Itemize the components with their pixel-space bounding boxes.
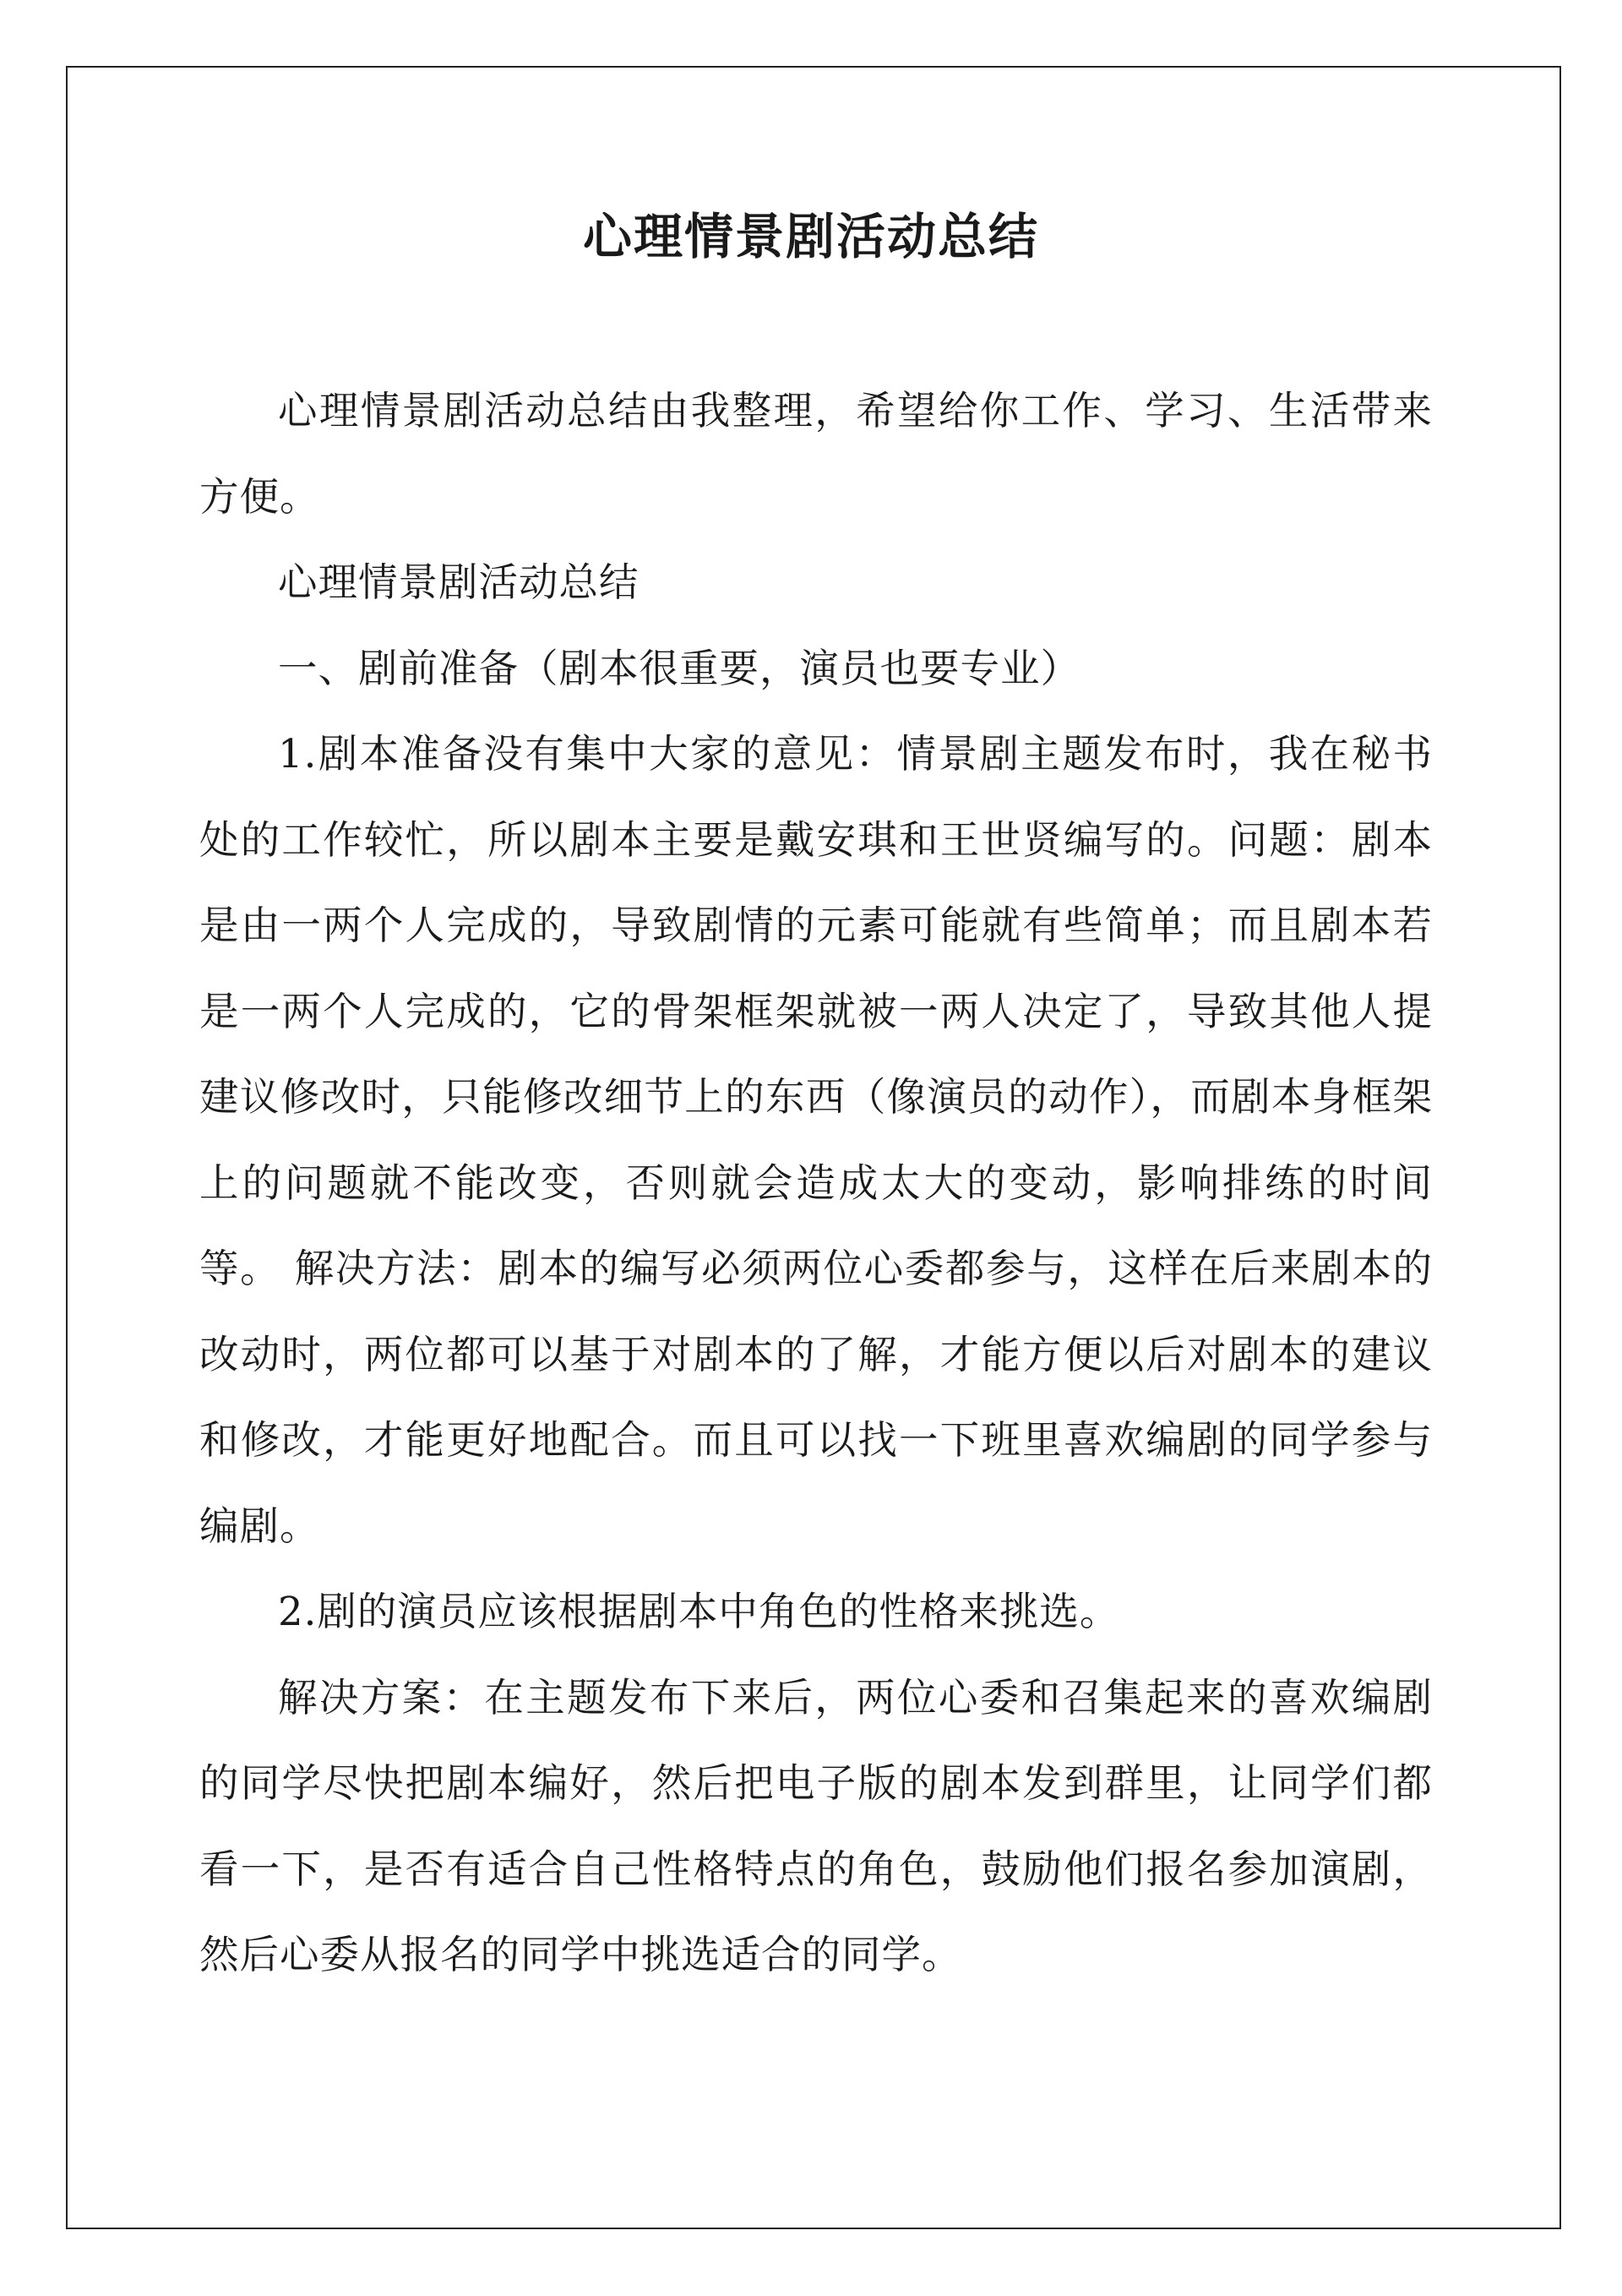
paragraph-item-2: 2.剧的演员应该根据剧本中角色的性格来挑选。 — [278, 1589, 1120, 1634]
document-body — [199, 368, 1433, 1999]
paragraph-item-1: 1.剧本准备没有集中大家的意见：情景剧主题发布时，我在秘书处的工作较忙，所以剧本主要是戴安琪和王世贤编写的。问题：剧本是由一两个人完成的，导致剧情的元素可能就有些简单；而且剧本若是一两个人完成的，它的骨架框架就被一两人决定了，导致其他人提建议修改时，只能修改细节上的东西（像演员的动作），而剧本身框架上的问题就不能改变，否则就会造成太大的变动，影响排练的时间等。 解决方法：剧本的编写必须两位心委都参与，这样在后来剧本的改动时，两位都可以基于对剧本的了解，才能方便以后对剧本的建议和修改，才能更好地配合。而且可以找一下班里喜欢编剧的同学参与编剧。 — [199, 731, 1433, 1549]
paragraph-solution: 解决方案：在主题发布下来后，两位心委和召集起来的喜欢编剧的同学尽快把剧本编好，然后把电子版的剧本发到群里，让同学们都看一下，是否有适合自己性格特点的角色，鼓励他们报名参加演剧，然后心委从报名的同学中挑选适合的同学。 — [199, 1674, 1433, 1977]
paragraph-intro: 心理情景剧活动总结由我整理，希望给你工作、学习、生活带来方便。 — [199, 388, 1433, 520]
document-title: 心理情景剧活动总结 — [582, 208, 1039, 265]
section-heading-preparation: 一、剧前准备（剧本很重要，演员也要专业） — [278, 645, 1080, 691]
paragraph-subtitle: 心理情景剧活动总结 — [278, 559, 640, 605]
